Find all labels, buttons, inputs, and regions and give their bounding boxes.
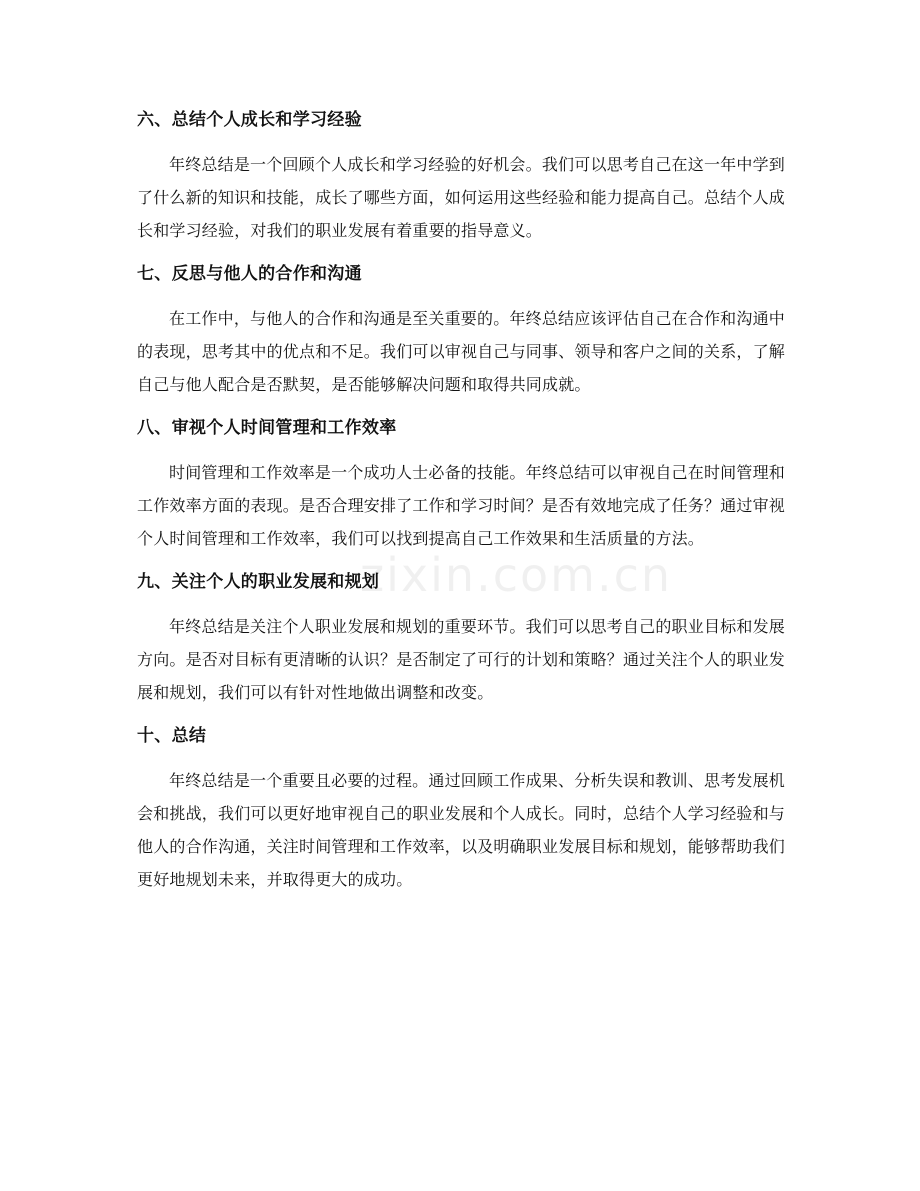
document-body — [137, 106, 785, 909]
section-8 — [137, 414, 785, 555]
section-heading: 六、总结个人成长和学习经验 — [137, 110, 362, 130]
section-paragraph: 时间管理和工作效率是一个成功人士必备的技能。年终总结可以审视自己在时间管理和工作效率方面的表现。是否合理安排了工作和学习时间？是否有效地完成了任务？通过审视个人时间管理和工作效率，我们可以找到提高自己工作效果和生活质量的方法。 — [137, 463, 786, 548]
section-7 — [137, 260, 785, 401]
section-heading: 九、关注个人的职业发展和规划 — [137, 572, 380, 592]
section-6 — [137, 106, 785, 247]
section-heading: 八、审视个人时间管理和工作效率 — [137, 418, 397, 438]
section-10 — [137, 722, 785, 896]
section-paragraph: 在工作中，与他人的合作和沟通是至关重要的。年终总结应该评估自己在合作和沟通中的表现，思考其中的优点和不足。我们可以审视自己与同事、领导和客户之间的关系，了解自己与他人配合是否默契，是否能够解决问题和取得共同成就。 — [137, 309, 786, 394]
section-heading: 十、总结 — [137, 726, 207, 746]
watermark: zixin.com.cn — [360, 548, 673, 602]
section-9 — [137, 568, 785, 709]
section-paragraph: 年终总结是一个回顾个人成长和学习经验的好机会。我们可以思考自己在这一年中学到了什么新的知识和技能，成长了哪些方面，如何运用这些经验和能力提高自己。总结个人成长和学习经验，对我们的职业发展有着重要的指导意义。 — [137, 155, 786, 240]
section-paragraph: 年终总结是关注个人职业发展和规划的重要环节。我们可以思考自己的职业目标和发展方向。是否对目标有更清晰的认识？是否制定了可行的计划和策略？通过关注个人的职业发展和规划，我们可以有针对性地做出调整和改变。 — [137, 617, 786, 702]
section-heading: 七、反思与他人的合作和沟通 — [137, 264, 362, 284]
section-paragraph: 年终总结是一个重要且必要的过程。通过回顾工作成果、分析失误和教训、思考发展机会和挑战，我们可以更好地审视自己的职业发展和个人成长。同时，总结个人学习经验和与他人的合作沟通，关注时间管理和工作效率，以及明确职业发展目标和规划，能够帮助我们更好地规划未来，并取得更大的成功。 — [137, 771, 786, 889]
